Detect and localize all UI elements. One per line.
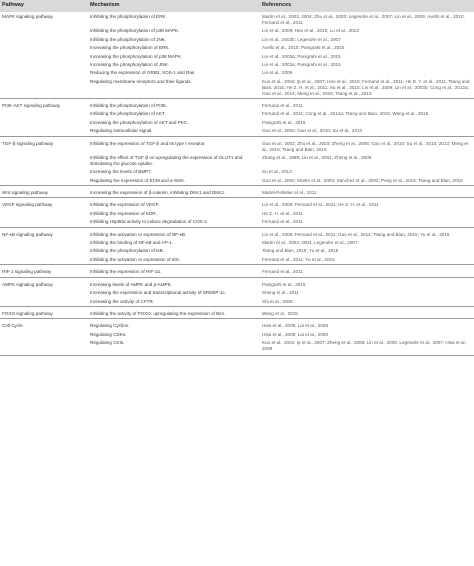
pathway-cell [0, 27, 88, 35]
pathway-cell [0, 119, 88, 127]
references-cell: Martel-Pelletier et al., 2011 [260, 186, 474, 198]
references-cell: Sheng et al., 2011 [262, 290, 299, 296]
references-cell: Fernand et al., 2011; Cong et al., 2012a; Tsang and Bian, 2015; Wang et al., 2015 [262, 111, 429, 117]
pathway-cell: MAPK signaling pathway [2, 14, 53, 19]
mechanism-cell: Inhibiting the phosphorylation of ERK [90, 14, 166, 19]
mechanism-cell: Reducing the expression of GRB2, SOS-1 and Ras. [90, 70, 196, 76]
pathway-cell [0, 256, 88, 265]
mechanism-cell: Inhibiting the expression of VEGF. [88, 198, 260, 210]
header-row [0, 0, 474, 12]
table-row [0, 119, 474, 127]
pathway-cell [0, 110, 88, 118]
references-cell: Lin et al., 2009; Heo et al., 2010; Lu et al., 2013 [262, 28, 359, 34]
pathway-cell [0, 239, 88, 247]
pathway-cell: PI3K-AKT signaling pathway [0, 98, 88, 110]
pathway-cell [0, 69, 88, 77]
mechanism-cell: Regulating the expression of ECM and a-SMA. [90, 177, 186, 183]
table-row [0, 277, 474, 289]
references-cell: Avello et al., 2010; Panigrahi et al., 2015 [262, 45, 345, 51]
mechanism-cell: Increasing the levels of BMP7. [90, 169, 153, 175]
table-row [0, 198, 474, 210]
pathway-cell [0, 331, 88, 339]
references-cell: Lin et al., 2003b; Legendre et al., 2007 [262, 36, 341, 42]
references-cell: Hsia et al., 2009; Lai et al., 2009 [262, 331, 328, 337]
table-row [0, 136, 474, 154]
references-cell: Lin et al., 2003a; Panigrahi et al., 2015 [262, 53, 341, 59]
table-row [0, 127, 474, 136]
mechanism-cell: Regulating extracellular signal. [90, 128, 153, 134]
table-row [0, 53, 474, 61]
table-row [0, 12, 474, 27]
pathway-cell: Cell Cycle [0, 319, 88, 331]
table-row [0, 36, 474, 44]
references-cell: Lin et al., 2009 [262, 70, 293, 76]
references-cell: Wang et al., 2015 [260, 306, 474, 318]
pathway-cell [0, 36, 88, 44]
pathway-cell: HIF-1 signaling pathway [0, 265, 88, 277]
pathway-cell [0, 339, 88, 355]
mechanism-cell: Inhibiting the activation or expression of NF-κB. [88, 227, 260, 239]
table-row [0, 306, 474, 318]
pathway-cell [0, 177, 88, 186]
table-body [0, 12, 474, 355]
pathway-cell [0, 298, 88, 307]
pathway-cell [0, 61, 88, 69]
references-cell: Panigrahi et al., 2015 [262, 119, 306, 125]
pathway-cell: TGF-β signaling pathway [0, 136, 88, 154]
pathway-cell: FOXO signaling pathway [0, 306, 88, 318]
table-row [0, 289, 474, 297]
mechanism-cell: Inhibiting the phosphorylation of PI3K. [88, 98, 260, 110]
references-cell: Tsang and Bian, 2015; Yu et al., 2015 [262, 248, 339, 254]
references-cell: Lin et al., 2003a; Panigrahi et al., 2015 [262, 61, 341, 67]
table-row [0, 186, 474, 198]
references-cell: Martin et al., 2003, 2004; Legendre et al., 2007 [262, 240, 358, 246]
references-cell: Kuo et al., 2004; Ip et al., 2007; Zheng et al., 2008; Lin et al., 2009; Legendre et al., 2007; Hsia et al., 2009 [260, 339, 474, 355]
table-row [0, 227, 474, 239]
table-row [0, 154, 474, 168]
references-cell: Guo et al., 2002; Gao et al., 2010; Su et al., 2013 [262, 128, 363, 134]
pathway-cell [0, 44, 88, 52]
mechanism-cell: Increasing the expression and transcriptional activity of SREBP-1c. [90, 290, 227, 296]
mechanism-cell: Increasing the activity of CFTR. [90, 298, 155, 304]
mechanism-cell: Regulating CKIs. [88, 339, 260, 355]
pathway-cell [0, 53, 88, 61]
table-row [0, 331, 474, 339]
mechanism-cell: Inhibiting the binding of NF-κB and AP-1. [90, 240, 173, 246]
mechanism-cell: Inhibiting the activation or expression of IKK. [90, 256, 181, 262]
mechanism-cell: Inhibiting the expression of HIF-1α. [88, 265, 260, 277]
table-row [0, 98, 474, 110]
references-cell: Shi et al., 2006 [262, 298, 293, 304]
table-row [0, 247, 474, 255]
pathway-cell [0, 218, 88, 227]
table-row [0, 256, 474, 265]
pathway-cell: AMPK signaling pathway [0, 277, 88, 289]
references-cell: Fernand et al., 2011; Yu et al., 2015 [262, 256, 335, 262]
table-row [0, 177, 474, 186]
references-cell: Zhang et al., 1999; Liu et al., 2001; Zheng et al., 2008 [262, 154, 372, 160]
mechanism-cell: Inhibiting Hsp90α activity to induce degradation of COX-2. [90, 219, 209, 225]
references-cell: Fernand et al., 2011 [260, 265, 474, 277]
table-row [0, 110, 474, 118]
mechanism-cell: Increasing the phosphorylation of ERK. [90, 45, 170, 51]
pathway-cell [0, 210, 88, 218]
references-cell: Martin et al., 2003, 2004; Zhu et al., 2003; Legendre et al., 2007; Lin et al., 2009; Avello et al., 2010; Fernand et al., 2011 [262, 14, 465, 25]
references-cell: Lin et al., 2009; Fernand et al., 2011; He Z. H. et al., 2011 [260, 198, 474, 210]
table-row [0, 319, 474, 331]
references-cell: Fernand et al., 2011 [262, 219, 303, 225]
table-row [0, 44, 474, 52]
references-cell: Su et al., 2013 [262, 169, 292, 175]
table-row [0, 69, 474, 77]
references-cell: Panigrahi et al., 2015 [260, 277, 474, 289]
mechanism-cell: Inhibiting the expression of TGF-β and its type I receptor. [88, 136, 260, 154]
table-header [0, 0, 474, 12]
header-mechanism: Mechanism [88, 0, 260, 12]
references-cell: Guo et al., 2002; Martin et al., 2003; Sanchez et al., 2003; Peng et al., 2013; Tsang and Bian, 2015 [262, 177, 463, 183]
references-cell: Kuo et al., 2004; Ip et al., 2007; Heo et al., 2010; Fernand et al., 2011; He D. Y. et al., 2011; Tsang and Bian, 2015; He Z. H. et al., 2011; Su et al., 2010; Lin et al., 2009; Lin et al., 2003b; Cong et al., 2012a; Gao et al., 2014; Meng et al., 2015; Tsang et al., 2013 [262, 78, 470, 96]
mechanism-cell: Regulating Cyclins. [88, 319, 260, 331]
mechanism-cell: Regulating CDKs. [90, 331, 127, 337]
table-row [0, 218, 474, 227]
pathway-cell [0, 247, 88, 255]
mechanism-cell: Inhibiting the phosphorylation of p38 MAPK. [90, 28, 180, 34]
mechanism-cell: Increasing the phosphorylation of p38 MAPK. [90, 53, 183, 59]
pathway-cell [0, 127, 88, 136]
mechanism-cell: Regulating membrane receptors and their ligands. [90, 78, 192, 84]
mechanism-cell: Inhibiting the phosphorylation of AKT. [90, 111, 166, 117]
pathway-cell [0, 289, 88, 297]
header-pathway: Pathway [0, 0, 88, 12]
table-row [0, 339, 474, 355]
pathway-cell [0, 168, 88, 176]
pathway-cell: Wnt signaling pathway [0, 186, 88, 198]
table-row [0, 210, 474, 218]
pathway-cell: NF-κB signaling pathway [0, 227, 88, 239]
table-row [0, 265, 474, 277]
references-cell: Fernand et al., 2011 [260, 98, 474, 110]
pathway-cell: VEGF signaling pathway [0, 198, 88, 210]
references-cell: Guo et al., 2002; Zhu et al., 2003; Zheng et al., 2008; Gao et al., 2010; Su et al., 2010, 2013; Meng et al., 2015; Tsang and Bian, 2015 [260, 136, 474, 154]
mechanism-cell: Increasing the phosphorylation of AKT and PKC. [90, 119, 189, 125]
mechanism-cell: Increasing the phosphorylation of JNK. [90, 61, 169, 67]
references-cell: He Z. H. et al., 2011 [262, 210, 303, 216]
table-row [0, 61, 474, 69]
mechanism-cell: Increasing the expression of β-catenin, inhibiting DKK1 and DKK2. [88, 186, 260, 198]
mechanism-cell: Inhibiting the phosphorylation of IκB. [90, 248, 165, 254]
header-references: References [260, 0, 474, 12]
pathway-cell [0, 78, 88, 99]
table-row [0, 298, 474, 307]
mechanism-cell: Inhibiting the phosphorylation of JNK. [90, 36, 167, 42]
mechanism-cell: Inhibiting the effect of TGF-β on upregulating the expression of GLUT1 and stimulating the glucose uptake. [90, 154, 243, 166]
table-row [0, 239, 474, 247]
mechanism-cell: Increasing levels of AMPK and p-AMPK. [88, 277, 260, 289]
table-row [0, 27, 474, 35]
references-cell: Hsia et al., 2009; Lai et al., 2009 [260, 319, 474, 331]
mechanism-cell: Inhibiting the expression of KDR. [90, 210, 157, 216]
references-cell: Lin et al., 2009; Fernand et al., 2011; Gao et al., 2014; Tsang and Bian, 2015; Yu et al., 2015 [260, 227, 474, 239]
mechanism-cell: Inhibiting the activity of FOXO, upregulating the expression of Bim. [88, 306, 260, 318]
table-row [0, 78, 474, 99]
pathway-cell [0, 154, 88, 168]
table-row [0, 168, 474, 176]
